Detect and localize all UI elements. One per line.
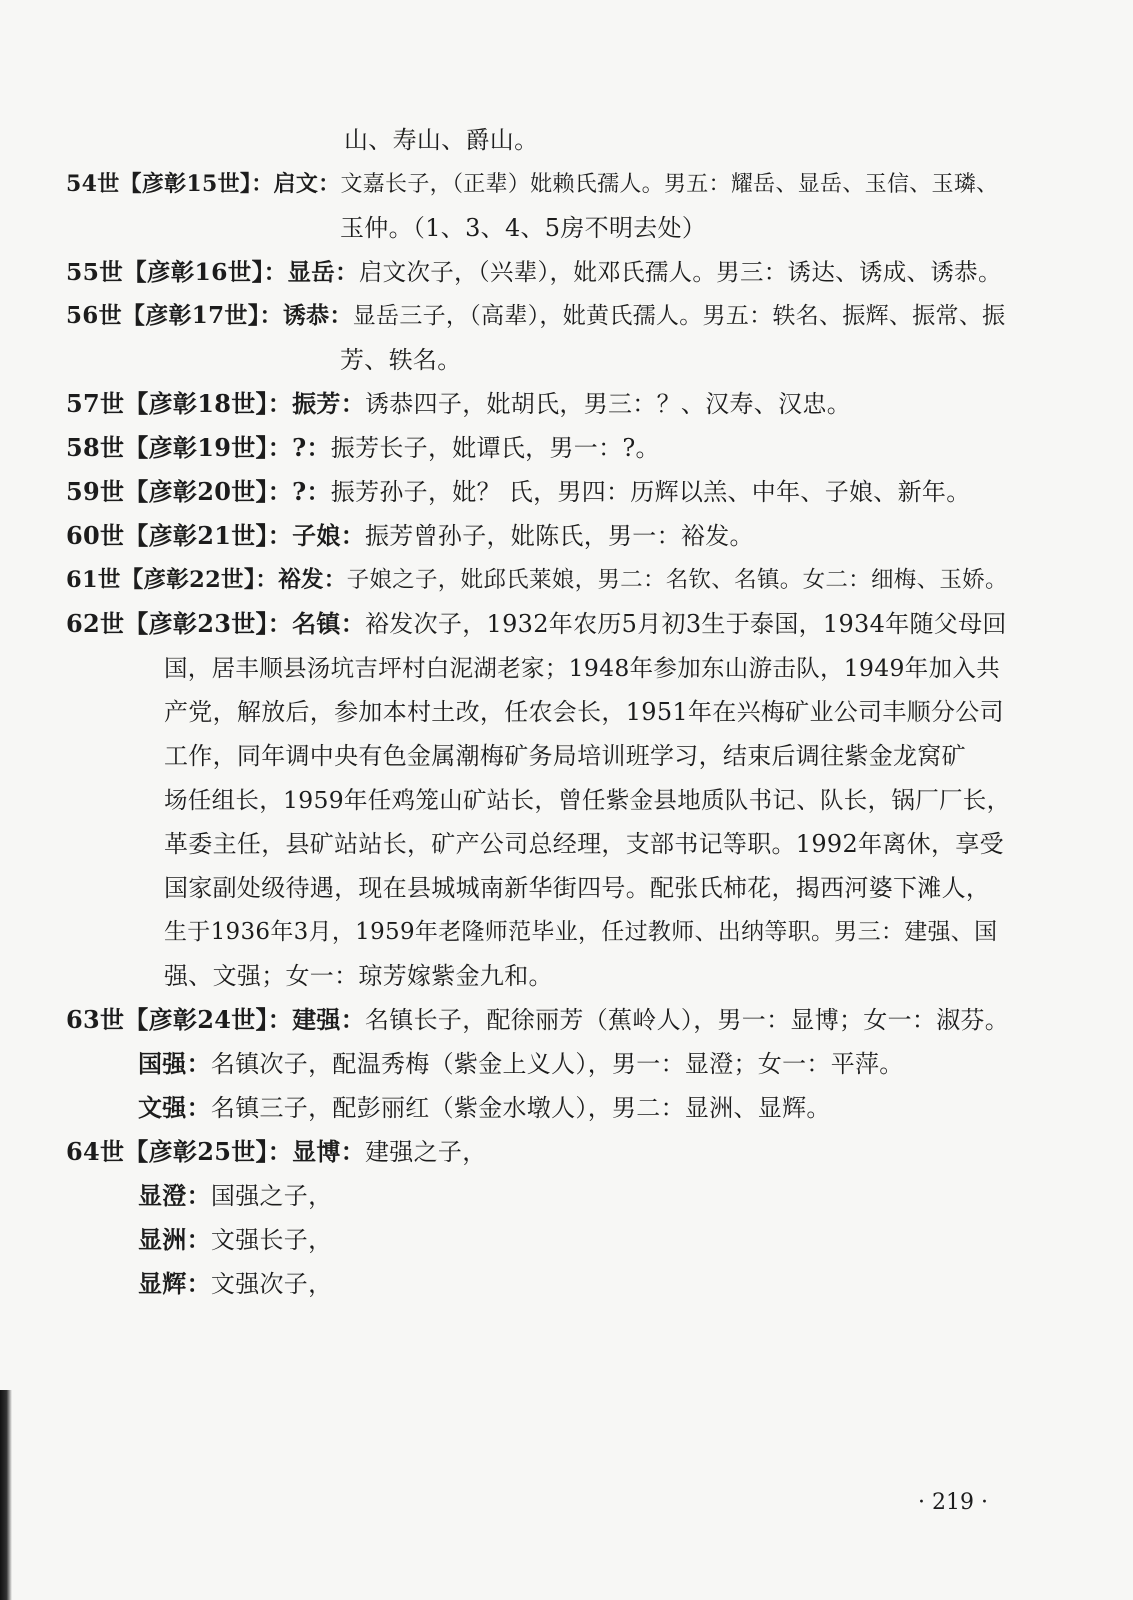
genealogy-subentry bbox=[138, 1262, 332, 1306]
entry-heading: 63世【彦彰24世】：建强： bbox=[66, 1005, 365, 1034]
genealogy-entry-64 bbox=[66, 1130, 487, 1174]
genealogy-subentry bbox=[138, 1174, 332, 1218]
genealogy-subentry bbox=[138, 1218, 332, 1262]
text-line: 山、寿山、爵山。 bbox=[344, 126, 539, 154]
entry-body: 文嘉长子，（正辈）妣赖氏孺人。男五：耀岳、显岳、玉信、玉璘、 bbox=[340, 172, 999, 197]
entry-heading: 国强： bbox=[138, 1049, 211, 1078]
text-line: 生于1936年3月，1959年老隆师范毕业，任过教师、出纳等职。男三：建强、国 bbox=[164, 919, 998, 945]
text-line: 场任组长，1959年任鸡笼山矿站长，曾任紫金县地质队书记、队长，锅厂厂长， bbox=[164, 786, 1011, 814]
genealogy-entry-58 bbox=[66, 426, 660, 470]
entry-body: 文强长子， bbox=[210, 1226, 333, 1254]
entry-body: 名镇次子，配温秀梅（紫金上义人），男一：显澄；女一：平萍。 bbox=[210, 1050, 904, 1078]
text-line: 国，居丰顺县汤坑吉坪村白泥湖老家；1948年参加东山游击队，1949年加入共 bbox=[164, 654, 1001, 682]
entry-body: 振芳长子，妣谭氏，男一：?。 bbox=[330, 434, 660, 462]
entry-heading: 显辉： bbox=[138, 1269, 211, 1298]
entry-heading: 61世【彦彰22世】：裕发： bbox=[66, 567, 347, 593]
entry-body: 名镇长子，配徐丽芳（蕉岭人），男一：显博；女一：淑芬。 bbox=[365, 1006, 1010, 1034]
entry-heading: 58世【彦彰19世】：?： bbox=[66, 433, 331, 462]
entry-body: 启文次子，（兴辈），妣邓氏孺人。男三：诱达、诱成、诱恭。 bbox=[358, 258, 1002, 286]
text-line: 工作，同年调中央有色金属潮梅矿务局培训班学习，结束后调往紫金龙窝矿 bbox=[164, 742, 966, 770]
genealogy-subentry bbox=[138, 1086, 831, 1130]
entry-heading: 59世【彦彰20世】：?： bbox=[66, 477, 331, 506]
entry-heading: 54世【彦彰15世】：启文： bbox=[66, 171, 341, 197]
entry-body: 国强之子， bbox=[210, 1182, 333, 1210]
text-line: 芳、轶名。 bbox=[340, 346, 462, 374]
genealogy-entry-62 bbox=[66, 602, 1007, 646]
entry-body: 建强之子， bbox=[365, 1138, 487, 1166]
scan-edge-shadow bbox=[0, 1390, 12, 1600]
entry-heading: 显洲： bbox=[138, 1225, 211, 1254]
genealogy-entry-57 bbox=[66, 382, 851, 426]
genealogy-subentry bbox=[138, 1042, 904, 1086]
text-line: 玉仲。（1、3、4、5房不明去处） bbox=[340, 214, 707, 242]
entry-heading: 64世【彦彰25世】：显博： bbox=[66, 1137, 365, 1166]
genealogy-entry-60 bbox=[66, 514, 754, 558]
entry-heading: 57世【彦彰18世】：振芳： bbox=[66, 389, 365, 418]
genealogy-entry-63 bbox=[66, 998, 1009, 1042]
text-line: 革委主任，县矿站站长，矿产公司总经理，支部书记等职。1992年离休，享受 bbox=[164, 830, 1004, 858]
entry-heading: 56世【彦彰17世】：诱恭： bbox=[66, 302, 353, 329]
entry-body: 振芳曾孙子，妣陈氏，男一：裕发。 bbox=[365, 522, 754, 550]
text-line: 国家副处级待遇，现在县城城南新华街四号。配张氏柿花，揭西河婆下滩人， bbox=[164, 874, 991, 902]
entry-body: 名镇三子，配彭丽红（紫金水墩人），男二：显洲、显辉。 bbox=[210, 1094, 831, 1122]
entry-heading: 62世【彦彰23世】：名镇： bbox=[66, 609, 365, 638]
genealogy-entry-59 bbox=[66, 470, 971, 514]
entry-body: 裕发次子，1932年农历5月初3生于泰国，1934年随父母回 bbox=[365, 610, 1007, 638]
entry-body: 诱恭四子，妣胡氏，男三：？、汉寿、汉忠。 bbox=[365, 390, 851, 418]
entry-heading: 文强： bbox=[138, 1093, 211, 1122]
genealogy-entry-55 bbox=[66, 250, 1002, 294]
entry-body: 文强次子， bbox=[210, 1270, 333, 1298]
page-number: · 219 · bbox=[918, 1490, 988, 1515]
entry-body: 振芳孙子，妣？ 氏，男四：历辉以羔、中年、子娘、新年。 bbox=[330, 478, 971, 506]
entry-body: 子娘之子，妣邱氏莱娘，男二：名钦、名镇。女二：细梅、玉娇。 bbox=[346, 567, 1008, 593]
entry-heading: 60世【彦彰21世】：子娘： bbox=[66, 521, 365, 550]
genealogy-entry-61 bbox=[66, 558, 1008, 602]
text-line: 产党，解放后，参加本村土改，任农会长，1951年在兴梅矿业公司丰顺分公司 bbox=[164, 698, 1004, 726]
entry-heading: 55世【彦彰16世】：显岳： bbox=[66, 258, 359, 286]
entry-body: 显岳三子，（高辈），妣黄氏孺人。男五：轶名、振辉、振常、振 bbox=[352, 303, 1006, 329]
entry-heading: 显澄： bbox=[138, 1181, 211, 1210]
text-line: 强、文强；女一：琼芳嫁紫金九和。 bbox=[164, 962, 553, 990]
genealogy-entry-54 bbox=[66, 162, 998, 207]
genealogy-entry-56 bbox=[66, 294, 1005, 338]
